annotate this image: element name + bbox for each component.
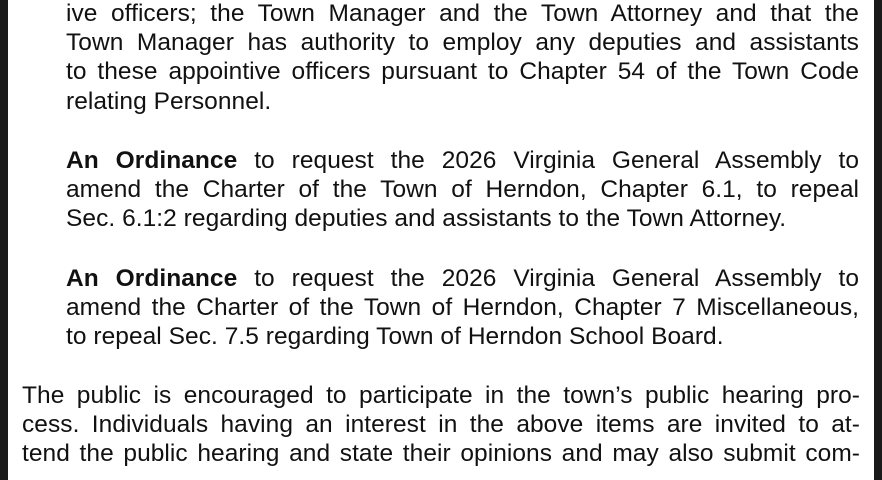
public-notice-line: tend the public hearing and state their opinions and may also submit com- — [22, 440, 860, 467]
paragraph-line: to these appointive officers pursuant to Chapter 54 of the Town Code — [66, 58, 859, 85]
ordinance-1-line-2: amend the Charter of the Town of Herndon, Chapter 6.1, to repeal — [66, 176, 859, 203]
paragraph-line: relating Personnel. — [66, 88, 272, 115]
ordinance-2-line-3: to repeal Sec. 7.5 regarding Town of Herndon School Board. — [66, 323, 724, 350]
public-notice-line: The public is encouraged to participate in the town’s public hearing pro- — [22, 382, 860, 409]
paragraph-line: ive officers; the Town Manager and the Town Attorney and that the — [66, 0, 859, 27]
public-notice-line: cess. Individuals having an interest in the above items are invited to at- — [22, 411, 860, 438]
ordinance-1-line-1 — [66, 146, 859, 176]
ordinance-lead: An Ordinance — [66, 147, 238, 174]
ordinance-1-line-3: Sec. 6.1:2 regarding deputies and assistants to the Town Attorney. — [66, 205, 787, 232]
ordinance-text: to request the 2026 Virginia General Assembly to — [254, 265, 859, 292]
ordinance-2-line-1 — [66, 264, 859, 294]
ordinance-2-line-2: amend the Charter of the Town of Herndon, Chapter 7 Miscellaneous, — [66, 294, 859, 321]
paragraph-line: Town Manager has authority to employ any deputies and assistants — [66, 29, 859, 56]
ordinance-text: to request the 2026 Virginia General Assembly to — [254, 147, 859, 174]
ordinance-lead: An Ordinance — [66, 265, 238, 292]
